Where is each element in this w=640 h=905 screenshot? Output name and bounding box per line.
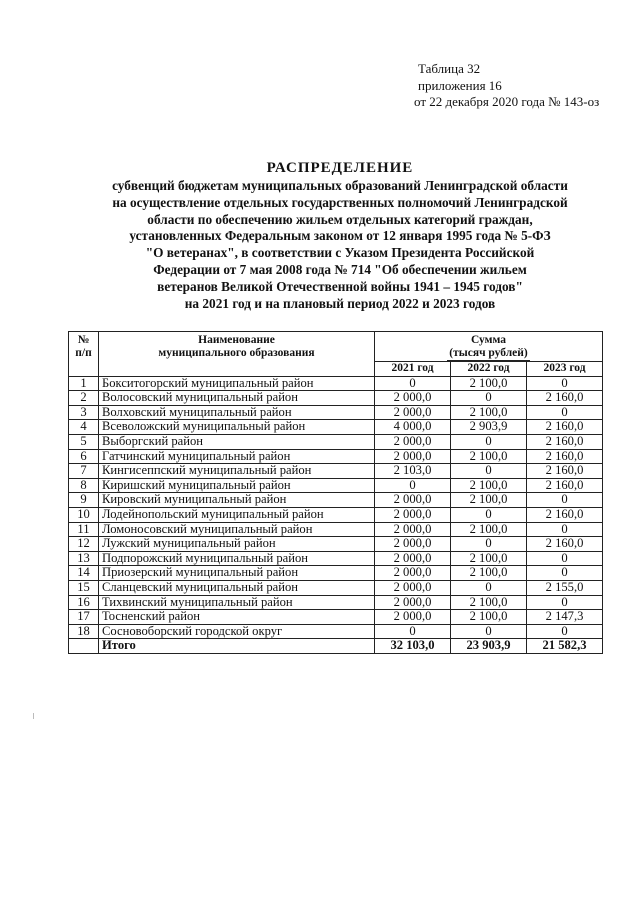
row-number: 17: [69, 610, 99, 625]
row-number: 11: [69, 522, 99, 537]
amount-2021: 2 000,0: [375, 493, 451, 508]
amount-2021: 2 000,0: [375, 566, 451, 581]
municipality-name: Ломоносовский муниципальный район: [99, 522, 375, 537]
table-row: [69, 522, 603, 537]
distribution-table: [68, 331, 603, 654]
amount-2021: 2 000,0: [375, 507, 451, 522]
amount-2023: 2 160,0: [527, 420, 603, 435]
amount-2022: 0: [451, 580, 527, 595]
amount-2021: 2 000,0: [375, 405, 451, 420]
row-number: 3: [69, 405, 99, 420]
total-number-cell: [69, 639, 99, 654]
row-number: 2: [69, 391, 99, 406]
amount-2022: 0: [451, 434, 527, 449]
amount-2022: 0: [451, 464, 527, 479]
amount-2021: 2 000,0: [375, 391, 451, 406]
table-row: [69, 478, 603, 493]
header-name: [99, 332, 375, 377]
reference-appendix-number: приложения 16: [418, 77, 502, 93]
header-sum: [375, 332, 603, 362]
amount-2022: 2 100,0: [451, 522, 527, 537]
amount-2021: 0: [375, 376, 451, 391]
amount-2021: 2 000,0: [375, 537, 451, 552]
amount-2023: 2 160,0: [527, 391, 603, 406]
row-number: 9: [69, 493, 99, 508]
header-year-2021: 2021 год: [375, 362, 451, 377]
amount-2023: 0: [527, 566, 603, 581]
amount-2023: 2 160,0: [527, 537, 603, 552]
amount-2023: 0: [527, 493, 603, 508]
table-row: [69, 449, 603, 464]
subtitle-line: на 2021 год и на плановый период 2022 и 2023 годов: [184, 295, 496, 311]
amount-2023: 2 160,0: [527, 464, 603, 479]
amount-2023: 0: [527, 595, 603, 610]
amount-2022: 2 100,0: [451, 376, 527, 391]
municipality-name: Подпорожский муниципальный район: [99, 551, 375, 566]
row-number: 4: [69, 420, 99, 435]
municipality-name: Кингисеппский муниципальный район: [99, 464, 375, 479]
total-label: Итого: [99, 639, 375, 654]
amount-2023: 2 160,0: [527, 449, 603, 464]
scan-mark: [33, 713, 34, 719]
amount-2021: 0: [375, 478, 451, 493]
header-year-2023: 2023 год: [527, 362, 603, 377]
header-number: [69, 332, 99, 377]
municipality-name: Киришский муниципальный район: [99, 478, 375, 493]
subtitle-line: "О ветеранах", в соответствии с Указом Президента Российской: [145, 245, 535, 261]
amount-2023: 0: [527, 376, 603, 391]
amount-2023: 2 160,0: [527, 434, 603, 449]
amount-2023: 0: [527, 405, 603, 420]
amount-2022: 2 100,0: [451, 493, 527, 508]
row-number: 15: [69, 580, 99, 595]
amount-2022: 2 903,9: [451, 420, 527, 435]
table-row: [69, 580, 603, 595]
header-sum-unit: (тысяч рублей): [449, 347, 528, 359]
amount-2021: 2 000,0: [375, 580, 451, 595]
amount-2021: 2 000,0: [375, 551, 451, 566]
amount-2022: 2 100,0: [451, 595, 527, 610]
amount-2021: 2 000,0: [375, 610, 451, 625]
row-number: 1: [69, 376, 99, 391]
row-number: 12: [69, 537, 99, 552]
amount-2022: 2 100,0: [451, 566, 527, 581]
header-name-line2: муниципального образования: [158, 347, 315, 359]
subtitle-line: ветеранов Великой Отечественной войны 1941 – 1945 годов": [157, 278, 523, 294]
row-number: 6: [69, 449, 99, 464]
amount-2023: 2 160,0: [527, 507, 603, 522]
amount-2023: 0: [527, 551, 603, 566]
table-row: [69, 624, 603, 639]
subtitle-line: установленных Федеральным законом от 12 января 1995 года № 5-ФЗ: [129, 228, 551, 244]
municipality-name: Сосновоборский городской округ: [99, 624, 375, 639]
amount-2021: 2 000,0: [375, 522, 451, 537]
municipality-name: Волосовский муниципальный район: [99, 391, 375, 406]
municipality-name: Выборгский район: [99, 434, 375, 449]
amount-2023: 0: [527, 522, 603, 537]
amount-2023: 2 155,0: [527, 580, 603, 595]
table-row: [69, 551, 603, 566]
amount-2021: 4 000,0: [375, 420, 451, 435]
municipality-name: Всеволожский муниципальный район: [99, 420, 375, 435]
total-2021: 32 103,0: [375, 639, 451, 654]
municipality-name: Сланцевский муниципальный район: [99, 580, 375, 595]
amount-2022: 2 100,0: [451, 610, 527, 625]
row-number: 14: [69, 566, 99, 581]
municipality-name: Приозерский муниципальный район: [99, 566, 375, 581]
amount-2021: 0: [375, 624, 451, 639]
row-number: 18: [69, 624, 99, 639]
table-row: [69, 464, 603, 479]
municipality-name: Тихвинский муниципальный район: [99, 595, 375, 610]
row-number: 8: [69, 478, 99, 493]
table-row: [69, 391, 603, 406]
amount-2023: 2 147,3: [527, 610, 603, 625]
municipality-name: Бокситогорский муниципальный район: [99, 376, 375, 391]
reference-table-number: Таблица 32: [418, 61, 481, 76]
header-name-line1: Наименование: [198, 334, 275, 346]
row-number: 7: [69, 464, 99, 479]
appendix-reference: [414, 61, 600, 111]
document-subtitle: [80, 178, 600, 312]
table-header-row: [69, 332, 603, 362]
amount-2023: 0: [527, 624, 603, 639]
subtitle-line: области по обеспечению жильем отдельных категорий граждан,: [147, 211, 533, 227]
table-row: [69, 610, 603, 625]
amount-2021: 2 103,0: [375, 464, 451, 479]
subtitle-line: Федерации от 7 мая 2008 года № 714 "Об обеспечении жильем: [153, 261, 527, 277]
total-2023: 21 582,3: [527, 639, 603, 654]
municipality-name: Волховский муниципальный район: [99, 405, 375, 420]
table-row: [69, 434, 603, 449]
subtitle-line: на осуществление отдельных государственных полномочий Ленинградской: [112, 194, 568, 210]
document-title-block: [80, 158, 600, 312]
header-year-2022: 2022 год: [451, 362, 527, 377]
table-row: [69, 405, 603, 420]
amount-2021: 2 000,0: [375, 449, 451, 464]
amount-2023: 2 160,0: [527, 478, 603, 493]
table-row: [69, 493, 603, 508]
amount-2022: 0: [451, 624, 527, 639]
reference-law-date: от 22 декабря 2020 года № 143-оз: [414, 94, 600, 109]
header-sum-label: Сумма: [471, 334, 506, 346]
table-body: [69, 376, 603, 653]
amount-2022: 2 100,0: [451, 551, 527, 566]
header-number-symbol: №: [77, 334, 90, 346]
document-title: РАСПРЕДЕЛЕНИЕ: [266, 160, 414, 176]
amount-2021: 2 000,0: [375, 434, 451, 449]
amount-2022: 0: [451, 391, 527, 406]
row-number: 10: [69, 507, 99, 522]
municipality-name: Лодейнопольский муниципальный район: [99, 507, 375, 522]
table-row: [69, 376, 603, 391]
row-number: 5: [69, 434, 99, 449]
table-row: [69, 595, 603, 610]
municipality-name: Гатчинский муниципальный район: [99, 449, 375, 464]
amount-2022: 2 100,0: [451, 449, 527, 464]
table-row: [69, 420, 603, 435]
amount-2022: 0: [451, 537, 527, 552]
amount-2022: 0: [451, 507, 527, 522]
municipality-name: Тосненский район: [99, 610, 375, 625]
amount-2022: 2 100,0: [451, 405, 527, 420]
municipality-name: Кировский муниципальный район: [99, 493, 375, 508]
table-row: [69, 566, 603, 581]
amount-2022: 2 100,0: [451, 478, 527, 493]
amount-2021: 2 000,0: [375, 595, 451, 610]
total-2022: 23 903,9: [451, 639, 527, 654]
row-number: 16: [69, 595, 99, 610]
table-row: [69, 507, 603, 522]
row-number: 13: [69, 551, 99, 566]
municipality-name: Лужский муниципальный район: [99, 537, 375, 552]
subtitle-line: субвенций бюджетам муниципальных образований Ленинградской области: [112, 178, 568, 193]
table-row: [69, 537, 603, 552]
header-number-abbrev: п/п: [75, 347, 92, 359]
table-total-row: [69, 639, 603, 654]
